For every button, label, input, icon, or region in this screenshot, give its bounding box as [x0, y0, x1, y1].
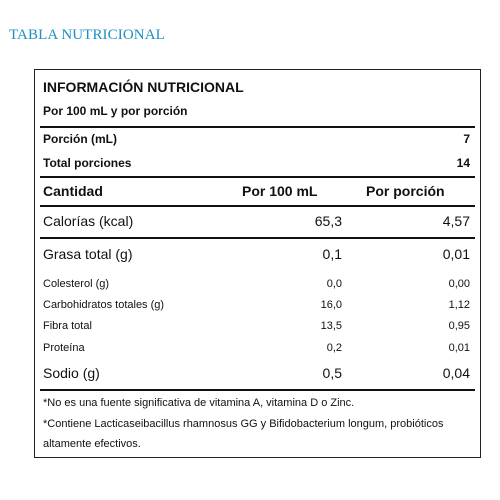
- column-header-per-serving: Por porción: [366, 183, 445, 199]
- nutrient-per-serving: 0,01: [448, 342, 470, 354]
- servings-total-label: Total porciones: [43, 156, 132, 170]
- footnote: *Contiene Lacticaseibacillus rhamnosus GG y Bifidobacterium longum, probióticos altamente efectivos.: [43, 418, 444, 450]
- nutrient-per100: 65,3: [314, 213, 342, 229]
- nutrient-per-serving: 0,01: [442, 246, 470, 262]
- page-heading: TABLA NUTRICIONAL: [9, 27, 165, 43]
- column-header-row: [43, 178, 470, 204]
- nutrient-per100: 0,5: [322, 365, 342, 381]
- nutrient-per100: 13,5: [320, 320, 342, 332]
- nutrient-row: [43, 315, 470, 337]
- nutrient-name: Calorías (kcal): [43, 213, 134, 229]
- nutrient-per100: 16,0: [320, 299, 342, 311]
- servings-total-value: 14: [456, 156, 470, 170]
- nutrient-name: Fibra total: [43, 320, 92, 332]
- panel-subtitle: Por 100 mL y por porción: [43, 104, 188, 118]
- nutrient-row: [43, 337, 470, 359]
- serving-size-value: 7: [463, 132, 470, 146]
- nutrient-name: Proteína: [43, 342, 85, 354]
- panel-title: INFORMACIÓN NUTRICIONAL: [43, 79, 244, 95]
- nutrition-facts-panel: [34, 69, 481, 458]
- nutrient-name: Sodio (g): [43, 365, 100, 381]
- serving-size-row: [43, 128, 470, 150]
- footnote: *No es una fuente significativa de vitamina A, vitamina D o Zinc.: [43, 397, 355, 409]
- nutrient-per-serving: 0,00: [448, 278, 470, 290]
- divider: [40, 237, 475, 239]
- nutrient-row: [43, 208, 470, 234]
- nutrient-name: Colesterol (g): [43, 278, 110, 290]
- nutrient-per-serving: 0,04: [442, 365, 470, 381]
- nutrient-name: Carbohidratos totales (g): [43, 299, 165, 311]
- nutrient-row: [43, 360, 470, 386]
- nutrient-per100: 0,1: [322, 246, 342, 262]
- nutrient-per-serving: 4,57: [442, 213, 470, 229]
- nutrient-row: [43, 273, 470, 295]
- serving-size-label: Porción (mL): [43, 132, 117, 146]
- divider: [40, 389, 475, 391]
- nutrient-row: [43, 241, 470, 267]
- nutrient-per100: 0,2: [326, 342, 342, 354]
- nutrient-row: [43, 294, 470, 316]
- nutrient-per-serving: 0,95: [448, 320, 470, 332]
- nutrient-per-serving: 1,12: [448, 299, 470, 311]
- nutrient-per100: 0,0: [326, 278, 342, 290]
- divider: [40, 205, 475, 207]
- column-header-label: Cantidad: [43, 183, 103, 199]
- column-header-per100: Por 100 mL: [242, 183, 318, 199]
- nutrient-name: Grasa total (g): [43, 246, 133, 262]
- servings-total-row: [43, 152, 470, 174]
